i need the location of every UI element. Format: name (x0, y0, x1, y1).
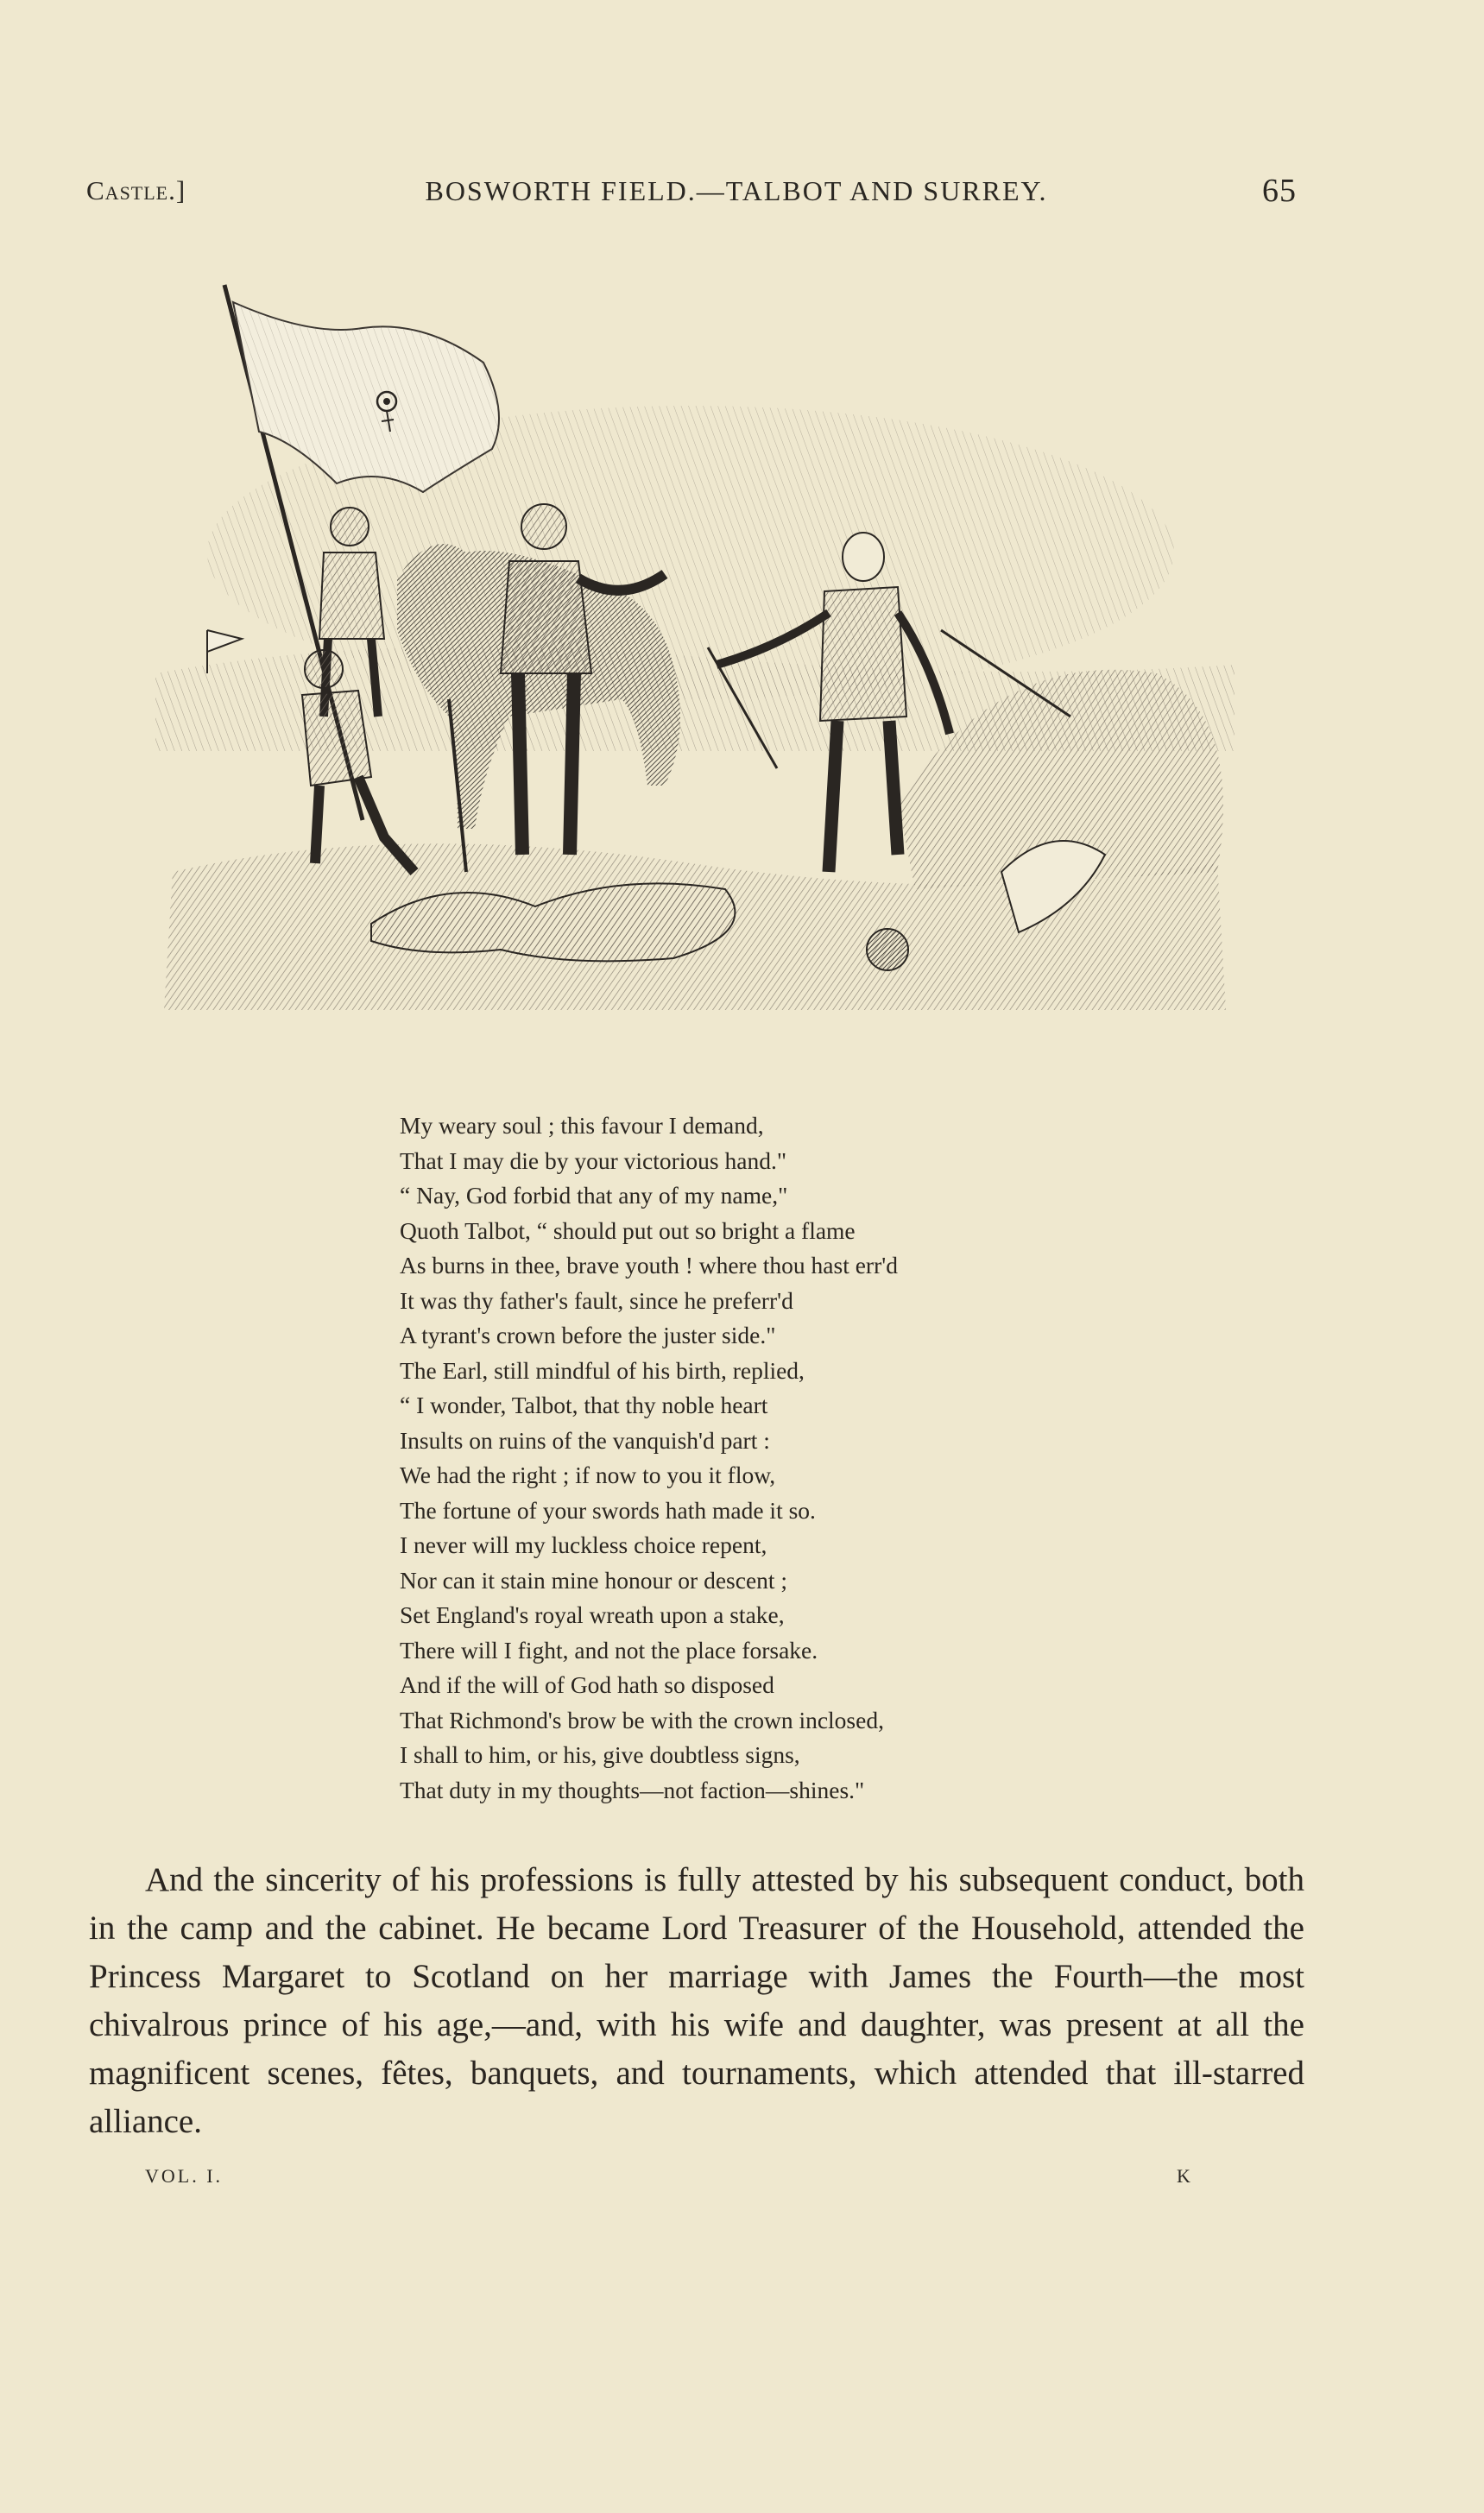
poem-line: “ Nay, God forbid that any of my name," (400, 1182, 788, 1209)
poem-line: Quoth Talbot, “ should put out so bright a flame (400, 1216, 856, 1244)
poem-line: Set England's royal wreath upon a stake, (400, 1601, 785, 1628)
running-head-left: Castle.] (86, 175, 186, 205)
poem-quotation (400, 1108, 1177, 1808)
poem-line: As burns in thee, brave youth ! where thou hast err'd (400, 1252, 898, 1279)
page-number: 65 (1262, 173, 1297, 209)
poem-line: That Richmond's brow be with the crown inclosed, (400, 1706, 884, 1733)
poem-line: We had the right ; if now to you it flow, (400, 1462, 776, 1488)
poem-line: And if the will of God hath so disposed (400, 1671, 774, 1698)
body-text (89, 1856, 1304, 2146)
banner-shading (233, 302, 499, 492)
engraving-svg (138, 268, 1252, 1027)
poem-line: That I may die by your victorious hand." (400, 1146, 787, 1174)
signature-mark: K (1177, 2165, 1190, 2187)
running-head (86, 168, 1311, 212)
running-head-title: BOSWORTH FIELD.—TALBOT AND SURREY. (425, 175, 1048, 206)
poem-line: Insults on ruins of the vanquish'd part : (400, 1426, 770, 1454)
poem-line: I never will my luckless choice repent, (400, 1531, 767, 1558)
fallen-helmet (867, 929, 908, 970)
poem-line: It was thy father's fault, since he preferr'd (400, 1286, 793, 1314)
poem-line: The Earl, still mindful of his birth, replied, (400, 1356, 805, 1384)
poem-line: I shall to him, or his, give doubtless signs, (400, 1741, 800, 1768)
body-paragraph: And the sincerity of his professions is fully attested by his subsequent conduct, both in the camp and the cabinet. He became Lord Treasurer of the Household, attended the Princess Margaret to Scotland on her marriage with James the Fourth—the most chivalrous prince of his age,—and, with his wife and daughter, was present at all the magnificent scenes, fêtes, banquets, and tournaments, which attended that ill-starred alliance. (89, 1861, 1304, 2140)
poem-line: “ I wonder, Talbot, that thy noble heart (400, 1392, 768, 1418)
poem-line: There will I fight, and not the place forsake. (400, 1636, 818, 1664)
poem-line: A tyrant's crown before the juster side." (400, 1322, 776, 1348)
engraving-illustration (138, 268, 1252, 1027)
poem-line: Nor can it stain mine honour or descent ; (400, 1566, 788, 1594)
poem-line: The fortune of your swords hath made it so. (400, 1496, 816, 1524)
poem-line: My weary soul ; this favour I demand, (400, 1112, 764, 1139)
poem-line: That duty in my thoughts—not faction—shines." (400, 1776, 865, 1803)
signature-line: VOL. I. (145, 2165, 224, 2187)
